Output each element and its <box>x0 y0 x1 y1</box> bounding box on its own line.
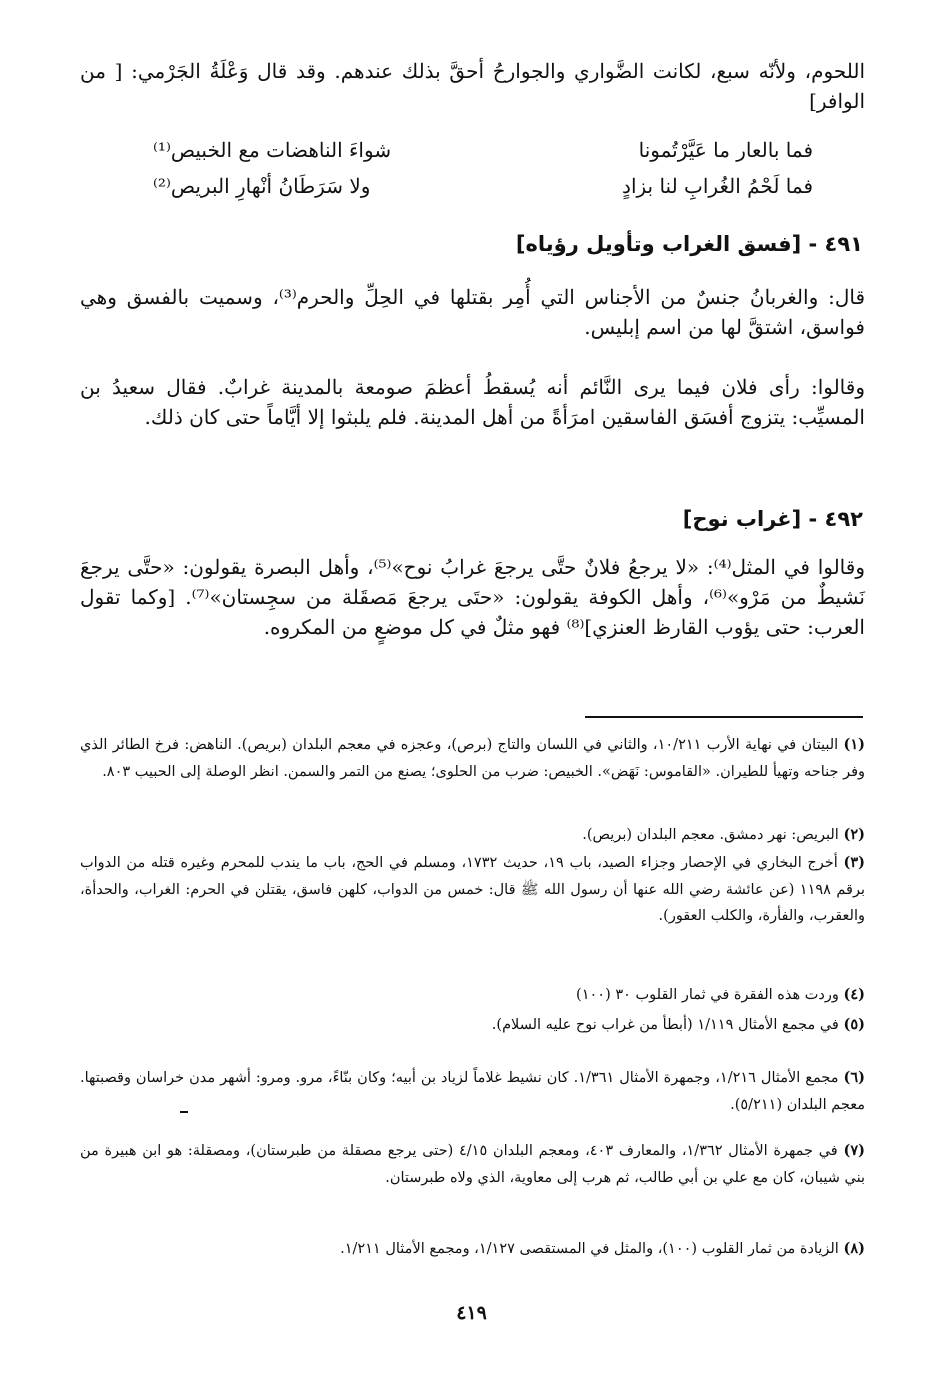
section-491-paragraph-2: وقالوا: رأى فلان فيما يرى النَّائم أنه يُسقطُ أعظمَ صومعة بالمدينة غرابٌ. فقال سعيدُ بن المسيِّب: يتزوج أفسَق الفاسقين امرَأةً من أهل المدينة. فلم يلبثوا إلا أيَّاماً حتى كان ذلك. <box>80 375 865 429</box>
footnote-3 <box>80 850 865 930</box>
footnote-number: (٧) <box>843 1142 865 1159</box>
stray-mark <box>180 1111 188 1113</box>
footnote-text: مجمع الأمثال ١/٢١٦، وجمهرة الأمثال ١/٣٦١. كان نشيط غلاماً لزياد بن أبيه؛ وكان بنّاءً، مرو. ومرو: أشهر مدن خراسان وقصبتها. معجم البلدان (٥/٢١١). <box>80 1070 865 1113</box>
footnote-text: أخرج البخاري في الإحصار وجزاء الصيد، باب ١٩، حديث ١٧٣٢، ومسلم في الحج، باب ما يندب للمحرم وغيره قتله من الدواب برقم ١١٩٨ (عن عائشة رضي الله عنها أن رسول الله ﷺ قال: خمس من الدواب، كلهن فاسق، يقتلن في الحرم: الغراب، والحدأة، والعقرب، والفأرة، والكلب العقور). <box>80 855 865 924</box>
footnote-number: (٣) <box>843 854 866 871</box>
footnote-text: البريص: نهر دمشق. معجم البلدان (بريص). <box>582 827 839 843</box>
footnote-number: (١) <box>843 736 865 753</box>
footnote-text: الزيادة من ثمار القلوب (١٠٠)، والمثل في المستقصى ١/١٢٧، ومجمع الأمثال ١/٢١١. <box>340 1241 839 1257</box>
section-heading-491: ٤٩١ - [فسق الغراب وتأويل رؤياه] <box>515 232 863 256</box>
verse-hemistich-first: فما لَحْمُ الغُرابِ لنا بزادٍ <box>622 174 813 198</box>
footnote-4 <box>80 982 865 1009</box>
footnote-8 <box>80 1236 865 1263</box>
footnote-number: (٤) <box>843 986 865 1003</box>
footnote-number: (٥) <box>843 1016 865 1033</box>
intro-paragraph: اللحوم، ولأنّه سبع، لكانت الضَّواري والجوارحُ أحقَّ بذلك عندهم. وقد قال وَعْلَةُ الجَرْمي: [ من الوافر] <box>80 59 865 113</box>
footnote-number: (٢) <box>843 826 865 843</box>
footnote-number: (٨) <box>843 1240 865 1257</box>
footnote-text: في جمهرة الأمثال ١/٣٦٢، والمعارف ٤٠٣، ومعجم البلدان ٤/١٥ (حتى يرجع مصقلة من طبرستان)، ومصقلة: هو ابن هبيرة من بني شيبان، كان مع علي بن أبي طالب، ثم هرب إلى معاوية، الذي ولاه طبرستان. <box>80 1143 865 1186</box>
footnote-text: وردت هذه الفقرة في ثمار القلوب ٣٠ (١٠٠) <box>576 987 839 1003</box>
verse-hemistich-first: فما بالعار ما عَيَّرْتُمونا <box>638 138 813 162</box>
page-number: ٤١٩ <box>456 1302 487 1324</box>
footnote-2 <box>80 822 865 849</box>
footnote-7 <box>80 1138 865 1191</box>
section-heading-492: ٤٩٢ - [غراب نوح] <box>682 507 863 531</box>
verse-hemistich-second: شواءَ الناهضات مع الخبيص⁽¹⁾ <box>153 138 392 162</box>
footnote-5 <box>80 1012 865 1039</box>
footnote-6 <box>80 1065 865 1118</box>
section-491-paragraph-1: قال: والغربانُ جنسٌ من الأجناس التي أُمِر بقتلها في الحِلِّ والحرم⁽³⁾، وسميت بالفسق وهي فواسق، اشتقَّ لها من اسم إبليس. <box>80 285 866 339</box>
footnote-separator <box>585 716 863 718</box>
verse-line-2 <box>153 174 813 208</box>
footnote-text: البيتان في نهاية الأرب ١٠/٢١١، والثاني في اللسان والتاج (برص)، وعجزه في معجم البلدان (بريص). الناهض: فرخ الطائر الذي وفر جناحه وتهيأ للطيران. «القاموس: نَهَض». الخبيص: ضرب من الحلوى؛ يصنع من التمر والسمن. انظر الوصلة إلى الحبيب ٨٠٣. <box>80 737 865 780</box>
footnote-1 <box>80 732 865 785</box>
verse-hemistich-second: ولا سَرَطَانُ أنْهارِ البريص⁽²⁾ <box>153 174 371 198</box>
footnote-number: (٦) <box>843 1069 866 1086</box>
verse-line-1 <box>153 138 813 172</box>
footnote-text: في مجمع الأمثال ١/١١٩ (أبطأ من غراب نوح عليه السلام). <box>491 1017 839 1033</box>
section-492-paragraph-1: وقالوا في المثل⁽⁴⁾: «لا يرجعُ فلانٌ حتَّى يرجعَ غرابُ نوح»⁽⁵⁾، وأهل البصرة يقولون: «حتَّى يرجعَ نَشيطٌ من مَرْو»⁽⁶⁾، وأهل الكوفة يقولون: «حتَى يرجعَ مَصقَلة من سجِستان»⁽⁷⁾. [وكما تقول العرب: حتى يؤوب القارظ العنزي]⁽⁸⁾ فهو مثلٌ في كل موضعٍ من المكروه. <box>80 555 865 639</box>
